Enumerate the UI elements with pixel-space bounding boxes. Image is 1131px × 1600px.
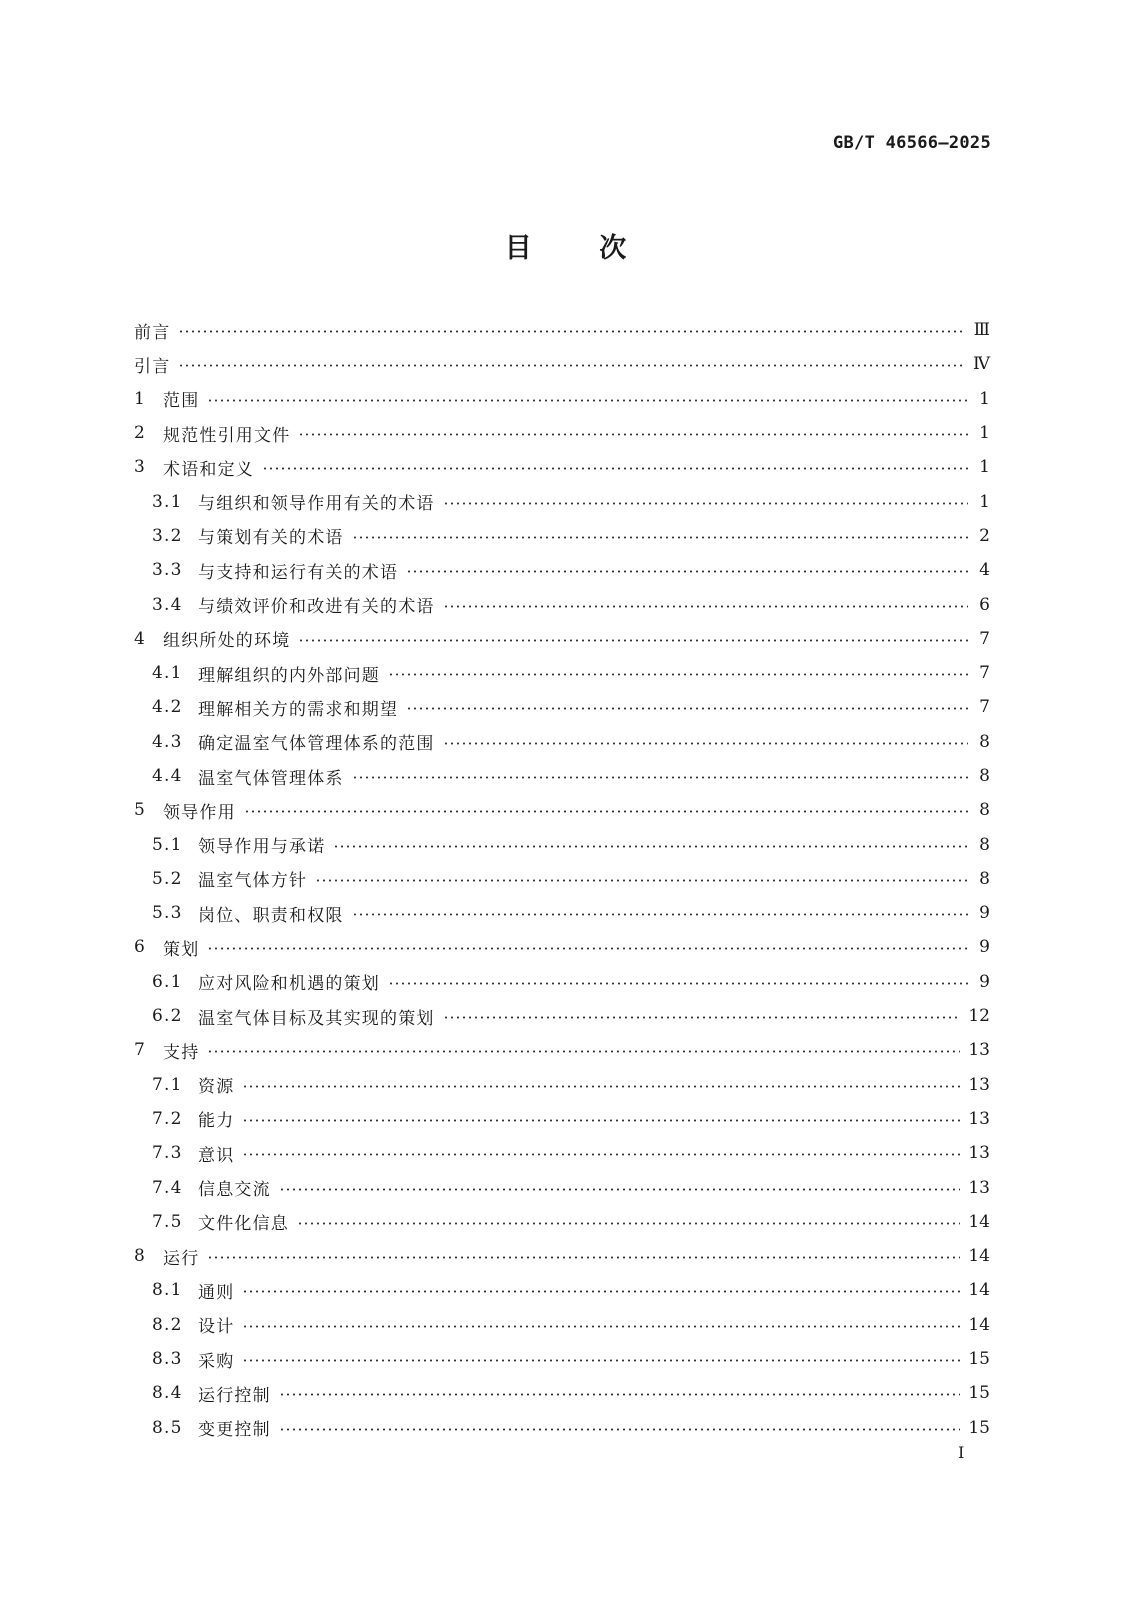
toc-entry[interactable]: [134, 656, 990, 690]
toc-entry-label: 信息交流: [198, 1180, 271, 1201]
page-number: I: [958, 1443, 965, 1462]
toc-entry[interactable]: [134, 347, 990, 381]
dot-leader: [262, 467, 968, 470]
toc-entry-number: 4.1: [152, 663, 183, 684]
toc-entry-number: 4.4: [152, 766, 183, 786]
toc-entry-number: 3: [134, 457, 147, 478]
toc-entry-page: 13: [968, 1108, 990, 1129]
dot-leader: [406, 707, 968, 710]
dot-leader: [242, 1290, 960, 1293]
toc-entry-page: 1: [979, 423, 990, 444]
dot-leader: [443, 502, 968, 505]
toc-entry-number: 6: [134, 937, 147, 958]
toc-entry-page: 13: [968, 1040, 990, 1061]
toc-entry-label: 与策划有关的术语: [198, 528, 344, 549]
dot-leader: [242, 1119, 960, 1122]
toc-entry-label: 术语和定义: [163, 459, 254, 480]
dot-leader: [242, 1153, 960, 1156]
toc-entry-label: 温室气体方针: [198, 871, 308, 892]
dot-leader: [443, 742, 968, 745]
toc-entry-number: 3.1: [152, 491, 183, 512]
toc-entry-page: 15: [968, 1349, 990, 1370]
toc-entry[interactable]: [134, 484, 990, 518]
dot-leader: [388, 982, 968, 985]
toc-entry-page: 12: [968, 1006, 990, 1027]
toc-entry-number: 2: [134, 423, 147, 444]
dot-leader: [333, 845, 968, 848]
toc-entry-label: 资源: [198, 1077, 235, 1098]
toc-entry-label: 规范性引用文件: [163, 425, 291, 446]
toc-entry-number: 8.5: [152, 1417, 183, 1438]
page-title: 目 次: [504, 233, 627, 264]
toc-entry[interactable]: [134, 519, 990, 553]
toc-entry-number: 7.1: [152, 1074, 183, 1095]
dot-leader: [443, 1016, 961, 1019]
toc-entry-number: 5.2: [152, 868, 183, 889]
toc-entry[interactable]: [134, 622, 990, 656]
toc-entry[interactable]: [134, 1376, 990, 1410]
dot-leader: [242, 1085, 960, 1088]
toc-entry-label: 组织所处的环境: [163, 631, 291, 652]
toc-entry-number: 8: [134, 1246, 147, 1267]
toc-entry-page: 14: [968, 1246, 990, 1267]
toc-entry-page: 7: [979, 628, 990, 649]
toc-entry-number: 8.3: [152, 1349, 183, 1370]
toc-entry-label: 理解相关方的需求和期望: [198, 699, 399, 720]
toc-entry-page: 7: [979, 663, 990, 684]
toc-entry[interactable]: [134, 553, 990, 587]
dot-leader: [297, 1222, 960, 1225]
toc-entry-label: 前言: [134, 322, 171, 343]
toc-entry-page: 8: [979, 766, 990, 786]
dot-leader: [207, 399, 968, 402]
toc-entry-label: 领导作用与承诺: [198, 837, 326, 858]
toc-entry-label: 通则: [198, 1282, 235, 1303]
toc-entry-label: 能力: [198, 1111, 235, 1132]
toc-entry-page: 8: [979, 834, 990, 855]
toc-entry[interactable]: [134, 759, 990, 793]
dot-leader: [279, 1428, 961, 1431]
dot-leader: [443, 605, 968, 608]
toc-entry-label: 文件化信息: [198, 1214, 289, 1235]
toc-entry[interactable]: [134, 416, 990, 450]
toc-entry-label: 变更控制: [198, 1420, 271, 1441]
toc-entry[interactable]: [134, 1136, 990, 1170]
dot-leader: [242, 1359, 960, 1362]
toc-entry-label: 与绩效评价和改进有关的术语: [198, 597, 435, 618]
toc-entry[interactable]: [134, 313, 990, 347]
toc-entry[interactable]: [134, 1239, 990, 1273]
toc-entry-label: 采购: [198, 1351, 235, 1372]
toc-entry-page: Ⅲ: [973, 320, 990, 341]
toc-entry-label: 运行控制: [198, 1385, 271, 1406]
toc-entry[interactable]: [134, 1342, 990, 1376]
dot-leader: [207, 1256, 960, 1259]
toc-entry-page: 13: [968, 1143, 990, 1164]
toc-entry-page: 14: [968, 1211, 990, 1232]
dot-leader: [352, 913, 968, 916]
toc-entry[interactable]: [134, 1102, 990, 1136]
dot-leader: [207, 1050, 960, 1053]
toc-entry-page: 9: [979, 971, 990, 992]
toc-entry-label: 温室气体目标及其实现的策划: [198, 1008, 435, 1029]
toc-entry-label: 岗位、职责和权限: [198, 905, 344, 926]
toc-entry-page: 8: [979, 731, 990, 752]
toc-entry-page: 1: [979, 457, 990, 478]
toc-entry-number: 6.2: [152, 1006, 183, 1027]
toc-entry-number: 4.3: [152, 731, 183, 752]
toc-entry-label: 确定温室气体管理体系的范围: [198, 734, 435, 755]
toc-entry[interactable]: [134, 725, 990, 759]
dot-leader: [352, 776, 968, 779]
toc-entry-page: 6: [979, 594, 990, 615]
toc-entry[interactable]: [134, 896, 990, 930]
dot-leader: [178, 364, 965, 367]
toc-entry-page: 8: [979, 800, 990, 821]
toc-entry-label: 策划: [163, 939, 200, 960]
toc-entry-number: 3.4: [152, 594, 183, 615]
toc-entry[interactable]: [134, 930, 990, 964]
dot-leader: [406, 570, 968, 573]
toc-entry-page: 1: [979, 388, 990, 409]
toc-entry-number: 8.1: [152, 1280, 183, 1301]
toc-entry-label: 运行: [163, 1248, 200, 1269]
toc-entry-page: 13: [968, 1177, 990, 1198]
toc-entry-page: 2: [979, 525, 990, 546]
toc-entry-label: 温室气体管理体系: [198, 768, 344, 789]
toc-entry[interactable]: [134, 1308, 990, 1342]
toc-entry-label: 理解组织的内外部问题: [198, 665, 380, 686]
toc-entry-number: 8.4: [152, 1383, 183, 1404]
toc-entry-number: 4: [134, 628, 147, 649]
toc-entry-page: 15: [968, 1417, 990, 1438]
dot-leader: [352, 536, 968, 539]
toc-entry-number: 1: [134, 388, 147, 409]
toc-entry[interactable]: [134, 1205, 990, 1239]
toc-entry-number: 3.2: [152, 525, 183, 546]
toc-entry-label: 设计: [198, 1317, 235, 1338]
toc-entry[interactable]: [134, 1411, 990, 1445]
toc-entry[interactable]: [134, 965, 990, 999]
toc-entry-number: 3.3: [152, 560, 183, 581]
toc-entry-number: 5: [134, 800, 147, 821]
toc-entry-label: 范围: [163, 391, 200, 412]
toc-entry[interactable]: [134, 382, 990, 416]
toc-entry[interactable]: [134, 1033, 990, 1067]
toc-entry[interactable]: [134, 999, 990, 1033]
toc-entry-label: 领导作用: [163, 802, 236, 823]
toc-entry[interactable]: [134, 1170, 990, 1204]
toc-entry-label: 引言: [134, 356, 171, 377]
standard-code: GB/T 46566—2025: [832, 133, 991, 153]
toc-entry-page: 7: [979, 697, 990, 718]
toc-entry-number: 4.2: [152, 697, 183, 718]
dot-leader: [279, 1393, 961, 1396]
toc-entry-number: 7.4: [152, 1177, 183, 1198]
toc-entry-page: 9: [979, 937, 990, 958]
dot-leader: [279, 1188, 961, 1191]
toc-entry-number: 7.3: [152, 1143, 183, 1164]
toc-entry[interactable]: [134, 690, 990, 724]
toc-entry-label: 意识: [198, 1145, 235, 1166]
dot-leader: [178, 330, 965, 333]
toc-entry-page: 14: [968, 1280, 990, 1301]
toc-entry[interactable]: [134, 862, 990, 896]
toc-entry-page: Ⅳ: [973, 354, 990, 375]
table-of-contents: [134, 313, 990, 1445]
dot-leader: [388, 673, 968, 676]
dot-leader: [298, 433, 968, 436]
dot-leader: [298, 639, 968, 642]
toc-entry-number: 7.2: [152, 1108, 183, 1129]
toc-entry-number: 7: [134, 1040, 147, 1061]
dot-leader: [244, 810, 968, 813]
toc-entry-page: 1: [979, 491, 990, 512]
toc-entry-page: 14: [968, 1314, 990, 1335]
toc-entry-page: 8: [979, 868, 990, 889]
toc-entry-page: 9: [979, 903, 990, 924]
toc-entry-page: 4: [979, 560, 990, 581]
toc-entry[interactable]: [134, 827, 990, 861]
toc-entry-number: 5.1: [152, 834, 183, 855]
toc-entry[interactable]: [134, 1068, 990, 1102]
toc-entry-label: 与支持和运行有关的术语: [198, 562, 399, 583]
dot-leader: [315, 879, 968, 882]
toc-entry[interactable]: [134, 1273, 990, 1307]
dot-leader: [207, 947, 968, 950]
toc-entry-label: 与组织和领导作用有关的术语: [198, 494, 435, 515]
toc-entry-page: 13: [968, 1074, 990, 1095]
toc-entry[interactable]: [134, 587, 990, 621]
toc-entry[interactable]: [134, 793, 990, 827]
dot-leader: [242, 1325, 960, 1328]
toc-entry-label: 支持: [163, 1042, 200, 1063]
toc-entry-number: 5.3: [152, 903, 183, 924]
toc-entry[interactable]: [134, 450, 990, 484]
toc-entry-number: 8.2: [152, 1314, 183, 1335]
toc-entry-number: 7.5: [152, 1211, 183, 1232]
toc-entry-label: 应对风险和机遇的策划: [198, 974, 380, 995]
toc-entry-number: 6.1: [152, 971, 183, 992]
toc-entry-page: 15: [968, 1383, 990, 1404]
